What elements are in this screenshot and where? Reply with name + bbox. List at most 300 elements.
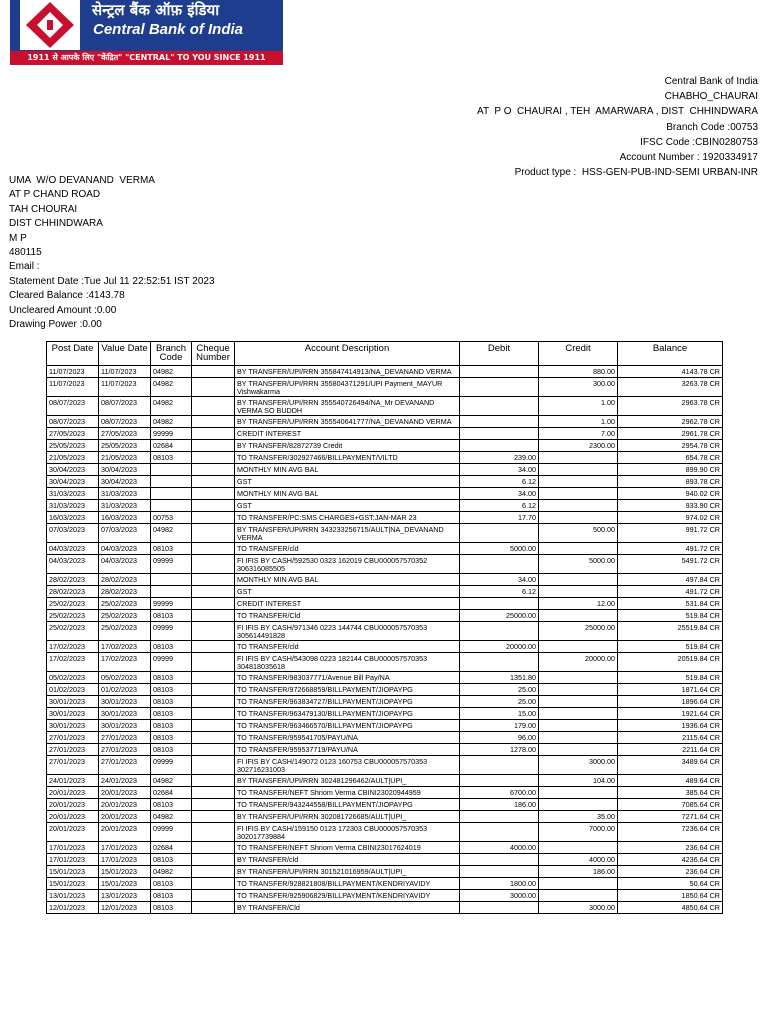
cell-post-date: 11/07/2023 <box>47 366 99 378</box>
cell-credit <box>539 488 618 500</box>
cell-credit: 300.00 <box>539 378 618 397</box>
cell-credit <box>539 696 618 708</box>
table-row <box>47 366 723 378</box>
cell-credit: 104.00 <box>539 775 618 787</box>
cell-credit <box>539 610 618 622</box>
cell-cheque-number <box>192 397 235 416</box>
cell-cheque-number <box>192 524 235 543</box>
cell-value-date: 30/04/2023 <box>99 476 151 488</box>
cell-branch-code: 08103 <box>151 902 192 914</box>
cell-debit: 5000.00 <box>460 543 539 555</box>
cell-cheque-number <box>192 574 235 586</box>
cell-description: BY TRANSFER/UPI/RRN 343233256715/AULT|NA_DEVANAND VERMA <box>235 524 460 543</box>
cell-description: GST <box>235 500 460 512</box>
cell-post-date: 25/02/2023 <box>47 598 99 610</box>
bank-info <box>477 74 758 180</box>
cell-credit: 7.00 <box>539 428 618 440</box>
table-row <box>47 610 723 622</box>
cell-debit: 25.00 <box>460 684 539 696</box>
cell-debit <box>460 902 539 914</box>
cell-balance: 491.72 CR <box>618 586 723 598</box>
cell-description: BY TRANSFER/UPI/RRN 355540726494/NA_Mr DEVANAND VERMA SO BUDDH <box>235 397 460 416</box>
cell-balance: 1936.64 CR <box>618 720 723 732</box>
customer-name: UMA W/O DEVANAND VERMA <box>9 175 155 186</box>
cell-debit: 3000.00 <box>460 890 539 902</box>
cell-description: CREDIT INTEREST <box>235 598 460 610</box>
bank-name: Central Bank of India <box>664 76 758 87</box>
cell-balance: 7271.64 CR <box>618 811 723 823</box>
cell-balance: 3489.64 CR <box>618 756 723 775</box>
cell-balance: 1850.64 CR <box>618 890 723 902</box>
cell-post-date: 25/02/2023 <box>47 610 99 622</box>
cell-post-date: 30/01/2023 <box>47 696 99 708</box>
cell-post-date: 11/07/2023 <box>47 378 99 397</box>
cell-credit <box>539 878 618 890</box>
cell-description: TO TRANSFER/NEFT Shriom Verma CBINI23020944959 <box>235 787 460 799</box>
cell-balance: 899.90 CR <box>618 464 723 476</box>
cell-value-date: 28/02/2023 <box>99 574 151 586</box>
cell-cheque-number <box>192 610 235 622</box>
cell-branch-code: 08103 <box>151 696 192 708</box>
cell-branch-code: 02684 <box>151 842 192 854</box>
cell-balance: 4236.64 CR <box>618 854 723 866</box>
cell-description: GST <box>235 586 460 598</box>
logo-tagline: 1911 से आपके लिए "केंद्रित" "CENTRAL" TO YOU SINCE 1911 <box>10 51 283 65</box>
cell-credit <box>539 744 618 756</box>
cell-debit: 4000.00 <box>460 842 539 854</box>
cell-balance: 20519.84 CR <box>618 653 723 672</box>
table-row <box>47 378 723 397</box>
cell-debit: 1800.00 <box>460 878 539 890</box>
cell-debit <box>460 653 539 672</box>
table-row <box>47 672 723 684</box>
table-row <box>47 488 723 500</box>
cell-balance: 974.02 CR <box>618 512 723 524</box>
cell-description: BY TRANSFER/UPI/RRN 355847414913/NA_DEVANAND VERMA <box>235 366 460 378</box>
cell-post-date: 31/03/2023 <box>47 488 99 500</box>
cell-branch-code: 08103 <box>151 799 192 811</box>
cell-credit: 35.00 <box>539 811 618 823</box>
cell-balance: 654.78 CR <box>618 452 723 464</box>
cell-description: BY TRANSFER/82872739 Credit <box>235 440 460 452</box>
cell-value-date: 05/02/2023 <box>99 672 151 684</box>
cell-description: TO TRANSFER/983037771/Avenue Bill Pay/NA <box>235 672 460 684</box>
cell-credit <box>539 720 618 732</box>
cell-balance: 519.84 CR <box>618 641 723 653</box>
cell-value-date: 08/07/2023 <box>99 397 151 416</box>
customer-email: Email : <box>9 261 40 273</box>
cell-value-date: 27/01/2023 <box>99 732 151 744</box>
cell-value-date: 20/01/2023 <box>99 799 151 811</box>
table-row <box>47 653 723 672</box>
cell-branch-code <box>151 488 192 500</box>
statement-date: Statement Date :Tue Jul 11 22:52:51 IST 2023 <box>9 275 215 287</box>
cell-credit: 7000.00 <box>539 823 618 842</box>
cell-description: MONTHLY MIN AVG BAL <box>235 488 460 500</box>
cell-branch-code <box>151 500 192 512</box>
cell-credit: 500.00 <box>539 524 618 543</box>
cell-debit <box>460 524 539 543</box>
cell-description: FI IFIS BY CASH/592530 0323 162019 CBU000057570352 306316085505 <box>235 555 460 574</box>
cell-balance: 531.84 CR <box>618 598 723 610</box>
cell-balance: 2954.78 CR <box>618 440 723 452</box>
cell-branch-code: 09999 <box>151 622 192 641</box>
cell-description: BY TRANSFER/cld <box>235 854 460 866</box>
cell-debit <box>460 378 539 397</box>
cell-post-date: 08/07/2023 <box>47 416 99 428</box>
cell-value-date: 20/01/2023 <box>99 811 151 823</box>
cell-branch-code: 09999 <box>151 823 192 842</box>
cell-value-date: 17/02/2023 <box>99 653 151 672</box>
cell-debit <box>460 775 539 787</box>
cell-balance: 2115.64 CR <box>618 732 723 744</box>
cell-description: TO TRANSFER/925906829/BILLPAYMENT/KENDRIYAVIDY <box>235 890 460 902</box>
cell-value-date: 12/01/2023 <box>99 902 151 914</box>
cell-value-date: 31/03/2023 <box>99 500 151 512</box>
cell-credit <box>539 890 618 902</box>
bank-logo <box>10 0 283 66</box>
header-value-date: Value Date <box>99 342 151 366</box>
cell-debit <box>460 756 539 775</box>
cell-post-date: 30/01/2023 <box>47 708 99 720</box>
cell-post-date: 15/01/2023 <box>47 878 99 890</box>
cell-balance: 519.84 CR <box>618 672 723 684</box>
table-row <box>47 696 723 708</box>
cell-cheque-number <box>192 902 235 914</box>
cell-post-date: 21/05/2023 <box>47 452 99 464</box>
cell-credit <box>539 586 618 598</box>
table-row <box>47 902 723 914</box>
table-row <box>47 708 723 720</box>
cell-credit: 3000.00 <box>539 902 618 914</box>
cell-post-date: 25/02/2023 <box>47 622 99 641</box>
cell-value-date: 27/01/2023 <box>99 744 151 756</box>
cell-credit: 2300.00 <box>539 440 618 452</box>
cell-post-date: 30/04/2023 <box>47 476 99 488</box>
cell-description: TO TRANSFER/302927466/BILLPAYMENT/VILTD <box>235 452 460 464</box>
cell-cheque-number <box>192 842 235 854</box>
cell-balance: 236.64 CR <box>618 866 723 878</box>
cell-credit: 1.00 <box>539 397 618 416</box>
cell-balance: 4143.78 CR <box>618 366 723 378</box>
cell-description: BY TRANSFER/UPI/RRN 355804371291/UPI Payment_MAYUR Vishwakarma <box>235 378 460 397</box>
cell-value-date: 25/02/2023 <box>99 610 151 622</box>
logo-hindi-name: सेन्ट्रल बैंक ऑफ़ इंडिया <box>92 1 220 19</box>
cell-description: BY TRANSFER/UPI/RRN 355540641777/NA_DEVANAND VERMA <box>235 416 460 428</box>
cell-value-date: 07/03/2023 <box>99 524 151 543</box>
cell-cheque-number <box>192 811 235 823</box>
cell-credit: 4000.00 <box>539 854 618 866</box>
cell-branch-code: 04982 <box>151 397 192 416</box>
table-row <box>47 476 723 488</box>
cell-description: BY TRANSFER/UPI/RRN 302481296462/AULT|UPI_ <box>235 775 460 787</box>
cell-branch-code <box>151 464 192 476</box>
cell-credit: 12.00 <box>539 598 618 610</box>
cell-post-date: 20/01/2023 <box>47 823 99 842</box>
cell-branch-code: 08103 <box>151 641 192 653</box>
cell-value-date: 30/01/2023 <box>99 720 151 732</box>
customer-state: M P <box>9 232 27 244</box>
cell-cheque-number <box>192 598 235 610</box>
cell-debit: 1351.80 <box>460 672 539 684</box>
cell-value-date: 31/03/2023 <box>99 488 151 500</box>
cell-post-date: 17/02/2023 <box>47 653 99 672</box>
cell-debit: 179.00 <box>460 720 539 732</box>
table-row <box>47 878 723 890</box>
cell-value-date: 30/04/2023 <box>99 464 151 476</box>
cell-cheque-number <box>192 512 235 524</box>
cell-branch-code: 04982 <box>151 811 192 823</box>
cell-post-date: 28/02/2023 <box>47 586 99 598</box>
cell-value-date: 01/02/2023 <box>99 684 151 696</box>
transactions-table <box>46 341 723 914</box>
cell-branch-code: 09999 <box>151 756 192 775</box>
cell-balance: 933.90 CR <box>618 500 723 512</box>
cell-branch-code: 04982 <box>151 866 192 878</box>
table-row <box>47 775 723 787</box>
customer-address-3: DIST CHHINDWARA <box>9 218 103 230</box>
cell-value-date: 17/01/2023 <box>99 854 151 866</box>
cell-balance: 991.72 CR <box>618 524 723 543</box>
cell-debit <box>460 366 539 378</box>
cell-debit: 6700.00 <box>460 787 539 799</box>
transactions-body <box>47 366 723 914</box>
cell-branch-code: 99999 <box>151 598 192 610</box>
cell-balance: 2962.78 CR <box>618 416 723 428</box>
table-row <box>47 543 723 555</box>
cell-balance: 491.72 CR <box>618 543 723 555</box>
cell-debit: 96.00 <box>460 732 539 744</box>
cell-debit: 6.12 <box>460 586 539 598</box>
cell-balance: 385.64 CR <box>618 787 723 799</box>
table-row <box>47 440 723 452</box>
table-row <box>47 416 723 428</box>
account-number: Account Number : 1920334917 <box>619 152 758 164</box>
cell-credit <box>539 787 618 799</box>
cell-cheque-number <box>192 653 235 672</box>
cell-debit: 1278.00 <box>460 744 539 756</box>
cell-description: TO TRANSFER/963834727/BILLPAYMENT/JIOPAYPG <box>235 696 460 708</box>
cell-description: GST <box>235 476 460 488</box>
cell-value-date: 27/01/2023 <box>99 756 151 775</box>
header-debit: Debit <box>460 342 539 366</box>
cell-description: TO TRANSFER/943244558/BILLPAYMENT/JIOPAYPG <box>235 799 460 811</box>
cell-post-date: 04/03/2023 <box>47 543 99 555</box>
cell-credit: 25000.00 <box>539 622 618 641</box>
table-row <box>47 732 723 744</box>
cell-branch-code: 04982 <box>151 366 192 378</box>
customer-pincode: 480115 <box>9 247 42 259</box>
cell-post-date: 16/03/2023 <box>47 512 99 524</box>
header-credit: Credit <box>539 342 618 366</box>
cell-cheque-number <box>192 672 235 684</box>
table-row <box>47 500 723 512</box>
cell-balance: 497.84 CR <box>618 574 723 586</box>
header-branch-code: Branch Code <box>151 342 192 366</box>
cell-post-date: 12/01/2023 <box>47 902 99 914</box>
table-row <box>47 842 723 854</box>
cell-description: FI IFIS BY CASH/543098 0223 182144 CBU000057570353 304818035618 <box>235 653 460 672</box>
cell-credit <box>539 799 618 811</box>
cell-branch-code: 09999 <box>151 555 192 574</box>
cell-value-date: 11/07/2023 <box>99 378 151 397</box>
cell-cheque-number <box>192 787 235 799</box>
cell-branch-code: 08103 <box>151 543 192 555</box>
cell-description: TO TRANSFER/959537719/PAYU/NA <box>235 744 460 756</box>
cell-cheque-number <box>192 543 235 555</box>
cell-cheque-number <box>192 756 235 775</box>
cell-credit <box>539 543 618 555</box>
cell-debit <box>460 428 539 440</box>
cell-branch-code <box>151 476 192 488</box>
bank-emblem-icon <box>20 0 80 50</box>
cell-description: TO TRANSFER/cld <box>235 543 460 555</box>
cell-debit: 6.12 <box>460 476 539 488</box>
cell-value-date: 20/01/2023 <box>99 787 151 799</box>
cell-description: FI IFIS BY CASH/149072 0123 160753 CBU000057570353 302716231003 <box>235 756 460 775</box>
cell-description: TO TRANSFER/PC:SMS CHARGES+GST:JAN-MAR 23 <box>235 512 460 524</box>
branch-address: AT P O CHAURAI , TEH AMARWARA , DIST CHHINDWARA <box>477 106 758 118</box>
cell-description: FI IFIS BY CASH/159150 0123 172303 CBU000057570353 302017739884 <box>235 823 460 842</box>
drawing-power: Drawing Power :0.00 <box>9 319 102 331</box>
cell-balance: 50.64 CR <box>618 878 723 890</box>
cell-balance: 4850.64 CR <box>618 902 723 914</box>
cell-debit <box>460 440 539 452</box>
cell-credit <box>539 512 618 524</box>
header-post-date: Post Date <box>47 342 99 366</box>
table-row <box>47 744 723 756</box>
cell-value-date: 15/01/2023 <box>99 878 151 890</box>
cell-description: TO TRANSFER/959541705/PAYU/NA <box>235 732 460 744</box>
cell-debit <box>460 823 539 842</box>
cell-debit <box>460 866 539 878</box>
cell-value-date: 21/05/2023 <box>99 452 151 464</box>
cell-branch-code: 08103 <box>151 684 192 696</box>
cell-value-date: 08/07/2023 <box>99 416 151 428</box>
customer-address-1: AT P CHAND ROAD <box>9 189 101 201</box>
table-row <box>47 890 723 902</box>
cell-cheque-number <box>192 622 235 641</box>
cell-post-date: 27/01/2023 <box>47 744 99 756</box>
cell-debit <box>460 622 539 641</box>
cell-post-date: 20/01/2023 <box>47 811 99 823</box>
cell-value-date: 28/02/2023 <box>99 586 151 598</box>
table-row <box>47 598 723 610</box>
cell-value-date: 13/01/2023 <box>99 890 151 902</box>
cell-post-date: 17/02/2023 <box>47 641 99 653</box>
cell-balance: 940.02 CR <box>618 488 723 500</box>
cell-credit: 3000.00 <box>539 756 618 775</box>
cell-cheque-number <box>192 775 235 787</box>
cell-value-date: 27/05/2023 <box>99 428 151 440</box>
cell-balance: 236.64 CR <box>618 842 723 854</box>
cell-balance: 1896.64 CR <box>618 696 723 708</box>
cell-cheque-number <box>192 799 235 811</box>
cell-branch-code: 08103 <box>151 854 192 866</box>
cell-credit <box>539 452 618 464</box>
cell-credit <box>539 672 618 684</box>
cell-debit: 20000.00 <box>460 641 539 653</box>
cell-value-date: 04/03/2023 <box>99 555 151 574</box>
cell-post-date: 01/02/2023 <box>47 684 99 696</box>
cell-cheque-number <box>192 440 235 452</box>
table-row <box>47 524 723 543</box>
cell-cheque-number <box>192 708 235 720</box>
cell-branch-code: 04982 <box>151 378 192 397</box>
cell-debit <box>460 397 539 416</box>
cell-branch-code: 08103 <box>151 672 192 684</box>
cell-value-date: 16/03/2023 <box>99 512 151 524</box>
table-row <box>47 622 723 641</box>
cell-value-date: 20/01/2023 <box>99 823 151 842</box>
cell-credit <box>539 732 618 744</box>
cell-credit <box>539 684 618 696</box>
cell-post-date: 25/05/2023 <box>47 440 99 452</box>
cell-post-date: 28/02/2023 <box>47 574 99 586</box>
customer-info <box>9 174 215 332</box>
cell-description: TO TRANSFER/NEFT Shriom Verma CBINI23017624019 <box>235 842 460 854</box>
cell-value-date: 24/01/2023 <box>99 775 151 787</box>
cell-branch-code <box>151 574 192 586</box>
cell-post-date: 20/01/2023 <box>47 799 99 811</box>
cell-balance: 1871.64 CR <box>618 684 723 696</box>
cell-post-date: 04/03/2023 <box>47 555 99 574</box>
cell-credit: 186.00 <box>539 866 618 878</box>
uncleared-amount: Uncleared Amount :0.00 <box>9 304 117 316</box>
cell-balance: 5491.72 CR <box>618 555 723 574</box>
table-row <box>47 756 723 775</box>
cell-value-date: 25/02/2023 <box>99 622 151 641</box>
cell-balance: 2211.64 CR <box>618 744 723 756</box>
cell-debit: 6.12 <box>460 500 539 512</box>
cell-credit <box>539 574 618 586</box>
logo-banner <box>10 0 283 51</box>
cell-branch-code: 99999 <box>151 428 192 440</box>
cell-description: TO TRANSFER/963466570/BILLPAYMENT/JIOPAYPG <box>235 720 460 732</box>
cell-branch-code: 00753 <box>151 512 192 524</box>
cell-value-date: 30/01/2023 <box>99 708 151 720</box>
cell-description: BY TRANSFER/UPI/RRN 302081726685/AULT|UPI_ <box>235 811 460 823</box>
cell-value-date: 30/01/2023 <box>99 696 151 708</box>
table-row <box>47 684 723 696</box>
cell-credit <box>539 842 618 854</box>
cell-debit <box>460 416 539 428</box>
cell-credit: 1.00 <box>539 416 618 428</box>
cleared-balance: Cleared Balance :4143.78 <box>9 290 125 302</box>
cell-balance: 1921.64 CR <box>618 708 723 720</box>
table-row <box>47 811 723 823</box>
cell-debit <box>460 811 539 823</box>
cell-description: FI IFIS BY CASH/971346 0223 144744 CBU000057570353 305614491828 <box>235 622 460 641</box>
table-row <box>47 464 723 476</box>
cell-balance: 7085.64 CR <box>618 799 723 811</box>
cell-cheque-number <box>192 452 235 464</box>
table-row <box>47 397 723 416</box>
cell-description: BY TRANSFER/UPI/RRN 301521016959/AULT|UPI_ <box>235 866 460 878</box>
cell-description: TO TRANSFER/972668859/BILLPAYMENT/JIOPAYPG <box>235 684 460 696</box>
cell-cheque-number <box>192 866 235 878</box>
table-row <box>47 823 723 842</box>
cell-cheque-number <box>192 878 235 890</box>
cell-balance: 2963.78 CR <box>618 397 723 416</box>
cell-cheque-number <box>192 476 235 488</box>
cell-value-date: 15/01/2023 <box>99 866 151 878</box>
cell-description: TO TRANSFER/cld <box>235 641 460 653</box>
cell-cheque-number <box>192 366 235 378</box>
cell-debit: 34.00 <box>460 464 539 476</box>
cell-branch-code: 02684 <box>151 787 192 799</box>
cell-balance: 489.64 CR <box>618 775 723 787</box>
